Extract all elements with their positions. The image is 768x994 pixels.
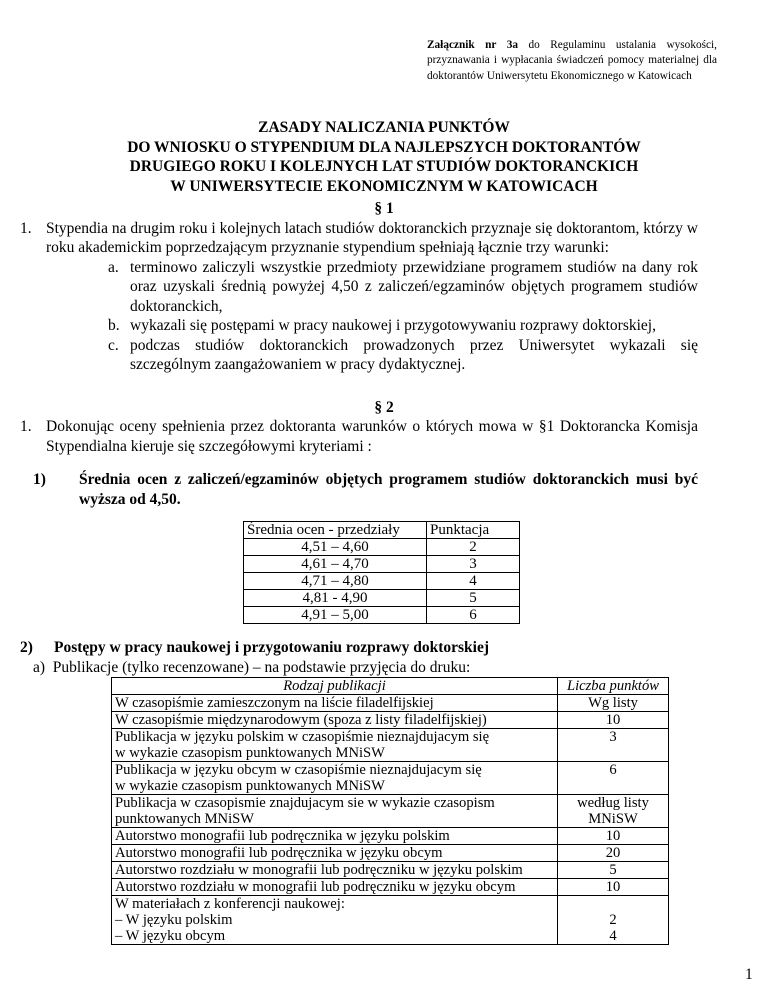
table-row — [112, 712, 669, 729]
table-row — [112, 695, 669, 712]
points-cell: 5 — [427, 590, 520, 607]
header-note — [427, 38, 717, 84]
points-cell: 6 — [558, 762, 669, 795]
table-row — [112, 862, 669, 879]
condition-a-row — [0, 258, 768, 317]
section-1-heading: § 1 — [374, 200, 394, 217]
publication-type-cell: W materiałach z konferencji naukowej: – W języku polskim – W języku obcym — [112, 896, 558, 945]
section-2-item — [0, 417, 768, 456]
title-line: DRUGIEGO ROKU I KOLEJNYCH LAT STUDIÓW DOKTORANCKICH — [129, 158, 639, 175]
document-body — [0, 118, 768, 945]
table-row — [112, 762, 669, 795]
publication-type-cell: Autorstwo monografii lub podręcznika w języku polskim — [112, 828, 558, 845]
points-cell: 20 — [558, 845, 669, 862]
table-header: Liczba punktów — [558, 678, 669, 695]
table-row — [112, 896, 669, 945]
condition-c-row — [0, 336, 768, 375]
item-label: b. — [108, 317, 120, 334]
range-cell: 4,81 - 4,90 — [244, 590, 427, 607]
item-number: 1. — [20, 418, 32, 435]
publication-type-cell: W czasopiśmie międzynarodowym (spoza z listy filadelfijskiej) — [112, 712, 558, 729]
table-row — [244, 590, 520, 607]
publication-type-cell: Autorstwo monografii lub podręcznika w języku obcym — [112, 845, 558, 862]
points-cell: 3 — [427, 556, 520, 573]
range-cell: 4,91 – 5,00 — [244, 607, 427, 624]
section-2-text: Dokonując oceny spełnienia przez doktoranta warunków o których mowa w §1 Doktorancka Komisja Stypendialna kieruje się szczegółowymi kryteriami : — [46, 418, 698, 455]
publications-subheading: a) Publikacje (tylko recenzowane) – na podstawie przyjęcia do druku: — [33, 658, 471, 676]
publication-type-cell: Publikacja w czasopismie znajdujacym sie w wykazie czasopism punktowanych MNiSW — [112, 795, 558, 828]
points-cell: 10 — [558, 828, 669, 845]
title-line: DO WNIOSKU O STYPENDIUM DLA NAJLEPSZYCH DOKTORANTÓW — [127, 138, 641, 156]
criterion-1-text: Średnia ocen z zaliczeń/egzaminów objętych programem studiów doktoranckich musi być wyższa od 4,50. — [79, 471, 698, 508]
table-header: Rodzaj publikacji — [112, 678, 558, 695]
table-row — [112, 795, 669, 828]
points-cell: 5 — [558, 862, 669, 879]
points-cell: według listy MNiSW — [558, 795, 669, 828]
document-title — [0, 118, 768, 196]
publication-type-cell: Autorstwo rozdziału w monografii lub podręczniku w języku polskim — [112, 862, 558, 879]
range-cell: 4,71 – 4,80 — [244, 573, 427, 590]
page-number: 1 — [745, 966, 753, 983]
table-row — [112, 879, 669, 896]
publication-type-cell: Publikacja w języku obcym w czasopiśmie nieznajdujacym się w wykazie czasopism punktowanych MNiSW — [112, 762, 558, 795]
points-cell: 2 4 — [558, 896, 669, 945]
criterion-number: 1) — [33, 471, 46, 488]
annex-label: Załącznik nr 3a — [427, 39, 518, 51]
table-row — [244, 539, 520, 556]
table-row — [244, 607, 520, 624]
item-label: c. — [108, 336, 119, 354]
range-cell: 4,51 – 4,60 — [244, 539, 427, 556]
points-cell: 3 — [558, 729, 669, 762]
publication-type-cell: Publikacja w języku polskim w czasopiśmie nieznajdujacym się w wykazie czasopism punktowanych MNiSW — [112, 729, 558, 762]
title-line: ZASADY NALICZANIA PUNKTÓW — [258, 119, 510, 136]
section-1-item — [0, 219, 768, 258]
points-cell: 10 — [558, 712, 669, 729]
publication-type-cell: W czasopiśmie zamieszczonym na liście filadelfijskiej — [112, 695, 558, 712]
points-cell: 2 — [427, 539, 520, 556]
table-header: Średnia ocen - przedziały — [244, 522, 427, 539]
range-cell: 4,61 – 4,70 — [244, 556, 427, 573]
points-cell: 10 — [558, 879, 669, 896]
title-line: W UNIWERSYTECIE EKONOMICZNYM W KATOWICACH — [170, 177, 598, 195]
publications-subheading-row — [0, 658, 768, 678]
table-header: Punktacja — [427, 522, 520, 539]
criterion-2-row — [0, 638, 768, 658]
table-row — [112, 729, 669, 762]
grade-points-table — [243, 521, 520, 624]
condition-c: podczas studiów doktoranckich prowadzonych przez Uniwersytet wykazali się szczególnym zaangażowaniem w pracy dydaktycznej. — [130, 336, 698, 373]
points-cell: 6 — [427, 607, 520, 624]
section-1-text: Stypendia na drugim roku i kolejnych latach studiów doktoranckich przyznaje się doktorantom, którzy w roku akademickim poprzedzającym przyznanie stypendium spełniają łącznie trzy warunki: — [46, 219, 698, 256]
table-row — [112, 845, 669, 862]
condition-b-row — [0, 316, 768, 336]
condition-a: terminowo zaliczyli wszystkie przedmioty przewidziane programem studiów na dany rok oraz uzyskali średnią powyżej 4,50 z zaliczeń/egzaminów objętych programem studiów doktoranckich, — [130, 258, 698, 315]
points-cell: 4 — [427, 573, 520, 590]
item-number: 1. — [20, 219, 32, 237]
annex-text: do Regulaminu ustalania wysokości, przyznawania i wypłacania świadczeń pomocy materialnej dla doktorantów Uniwersytetu Ekonomicznego w Katowicach — [427, 39, 717, 82]
criterion-1-row — [0, 470, 768, 509]
table-row — [244, 556, 520, 573]
item-label: a. — [108, 258, 119, 276]
criterion-2-text: Postępy w pracy naukowej i przygotowaniu rozprawy doktorskiej — [54, 639, 489, 656]
criterion-number: 2) — [20, 639, 33, 656]
publications-table — [111, 677, 669, 945]
condition-b: wykazali się postępami w pracy naukowej i przygotowywaniu rozprawy doktorskiej, — [130, 317, 656, 334]
table-row — [244, 573, 520, 590]
points-cell: Wg listy — [558, 695, 669, 712]
publication-type-cell: Autorstwo rozdziału w monografii lub podręczniku w języku obcym — [112, 879, 558, 896]
section-2-heading: § 2 — [374, 398, 394, 416]
table-row — [112, 828, 669, 845]
